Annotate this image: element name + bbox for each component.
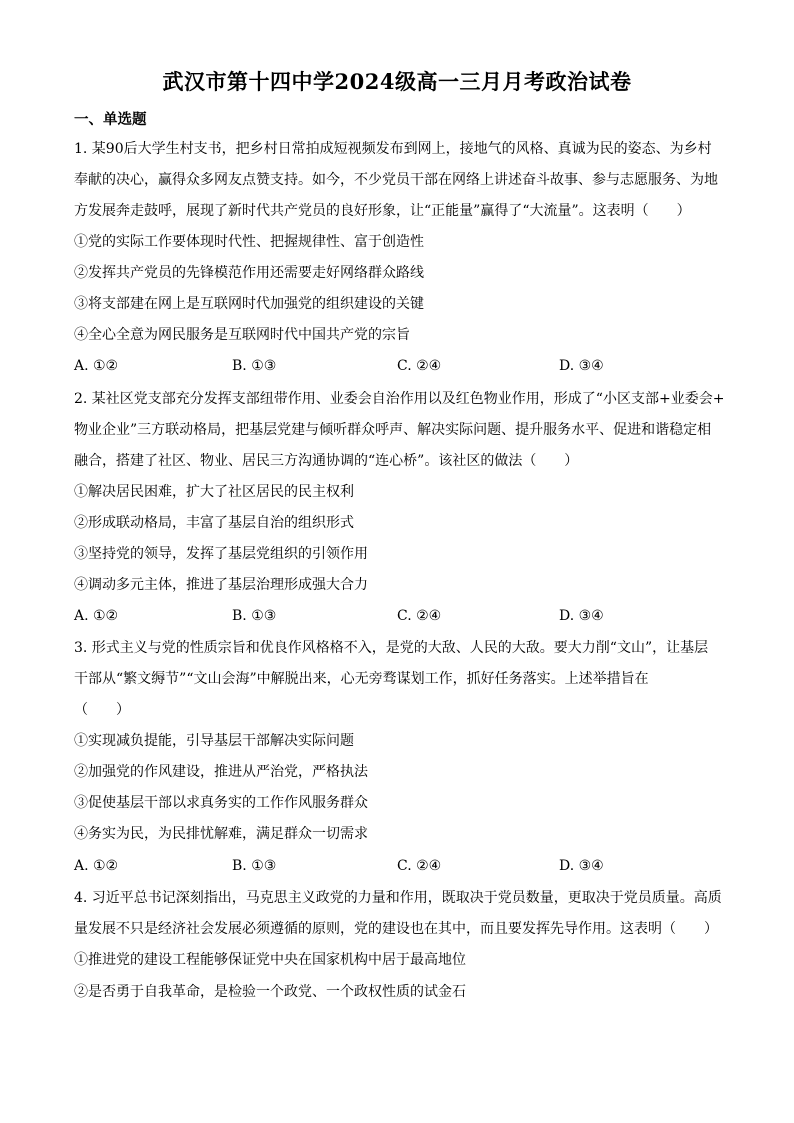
section-heading: 一、单选题	[74, 111, 147, 128]
q1-stem-line: 1. 某90后大学生村支书，把乡村日常拍成短视频发布到网上，接地气的风格、真诚为民的姿态、为乡村	[74, 141, 712, 157]
q3-stem-line: （ ）	[74, 702, 130, 718]
q2-statement: ①解决居民困难，扩大了社区居民的民主权利	[74, 484, 354, 500]
q3-option-d[interactable]: D. ③④	[559, 858, 604, 874]
q2-stem-line: 融合，搭建了社区、物业、居民三方沟通协调的“连心桥”。该社区的做法（ ）	[74, 453, 579, 469]
q3-option-b[interactable]: B. ①③	[232, 858, 277, 874]
q3-options	[74, 856, 734, 876]
q2-statement: ③坚持党的领导，发挥了基层党组织的引领作用	[74, 546, 368, 562]
q2-option-c[interactable]: C. ②④	[397, 608, 442, 624]
q2-stem-line: 2. 某社区党支部充分发挥支部纽带作用、业委会自治作用以及红色物业作用，形成了“小区支部+业委会+	[74, 391, 725, 407]
q1-option-a[interactable]: A. ①②	[74, 358, 119, 374]
exam-title: 武汉市第十四中学2024级高一三月月考政治试卷	[162, 69, 632, 94]
q1-statement: ③将支部建在网上是互联网时代加强党的组织建设的关键	[74, 296, 424, 312]
q2-option-b[interactable]: B. ①③	[232, 608, 277, 624]
q1-option-c[interactable]: C. ②④	[397, 358, 442, 374]
q1-statement: ①党的实际工作要体现时代性、把握规律性、富于创造性	[74, 234, 424, 250]
q2-options	[74, 606, 734, 626]
q1-stem-line: 方发展奔走鼓呼，展现了新时代共产党员的良好形象，让“正能量”赢得了“大流量”。这表明（ ）	[74, 203, 691, 219]
q2-statement: ②形成联动格局，丰富了基层自治的组织形式	[74, 515, 354, 531]
q3-stem-line: 3. 形式主义与党的性质宗旨和优良作风格格不入，是党的大敌、人民的大敌。要大力削“文山”，让基层	[74, 640, 709, 656]
q2-option-a[interactable]: A. ①②	[74, 608, 119, 624]
q1-statement: ④全心全意为网民服务是互联网时代中国共产党的宗旨	[74, 327, 410, 343]
q3-statement: ①实现减负提能，引导基层干部解决实际问题	[74, 733, 354, 749]
q2-statement: ④调动多元主体，推进了基层治理形成强大合力	[74, 577, 368, 593]
q1-option-d[interactable]: D. ③④	[559, 358, 604, 374]
q3-stem-line: 干部从“繁文缛节”“文山会海”中解脱出来，心无旁骛谋划工作，抓好任务落实。上述举措旨在	[74, 671, 649, 687]
q3-statement: ③促使基层干部以求真务实的工作作风服务群众	[74, 795, 368, 811]
q3-option-a[interactable]: A. ①②	[74, 858, 119, 874]
q4-statement: ②是否勇于自我革命，是检验一个政党、一个政权性质的试金石	[74, 984, 466, 1000]
q4-statement: ①推进党的建设工程能够保证党中央在国家机构中居于最高地位	[74, 952, 466, 968]
q4-stem-line: 4. 习近平总书记深刻指出，马克思主义政党的力量和作用，既取决于党员数量，更取决于党员质量。高质	[74, 890, 722, 906]
q1-stem-line: 奉献的决心，赢得众多网友点赞支持。如今，不少党员干部在网络上讲述奋斗故事、参与志愿服务、为地	[74, 172, 718, 188]
q1-option-b[interactable]: B. ①③	[232, 358, 277, 374]
q3-statement: ②加强党的作风建设，推进从严治党，严格执法	[74, 764, 368, 780]
q2-stem-line: 物业企业”三方联动格局，把基层党建与倾听群众呼声、解决实际问题、提升服务水平、促进和谐稳定相	[74, 422, 712, 438]
q1-options	[74, 356, 734, 376]
q1-statement: ②发挥共产党员的先锋模范作用还需要走好网络群众路线	[74, 265, 424, 281]
q2-option-d[interactable]: D. ③④	[559, 608, 604, 624]
q4-stem-line: 量发展不只是经济社会发展必须遵循的原则，党的建设也在其中，而且要发挥先导作用。这表明（ ）	[74, 921, 718, 937]
q3-option-c[interactable]: C. ②④	[397, 858, 442, 874]
q3-statement: ④务实为民，为民排忧解难，满足群众一切需求	[74, 826, 368, 842]
